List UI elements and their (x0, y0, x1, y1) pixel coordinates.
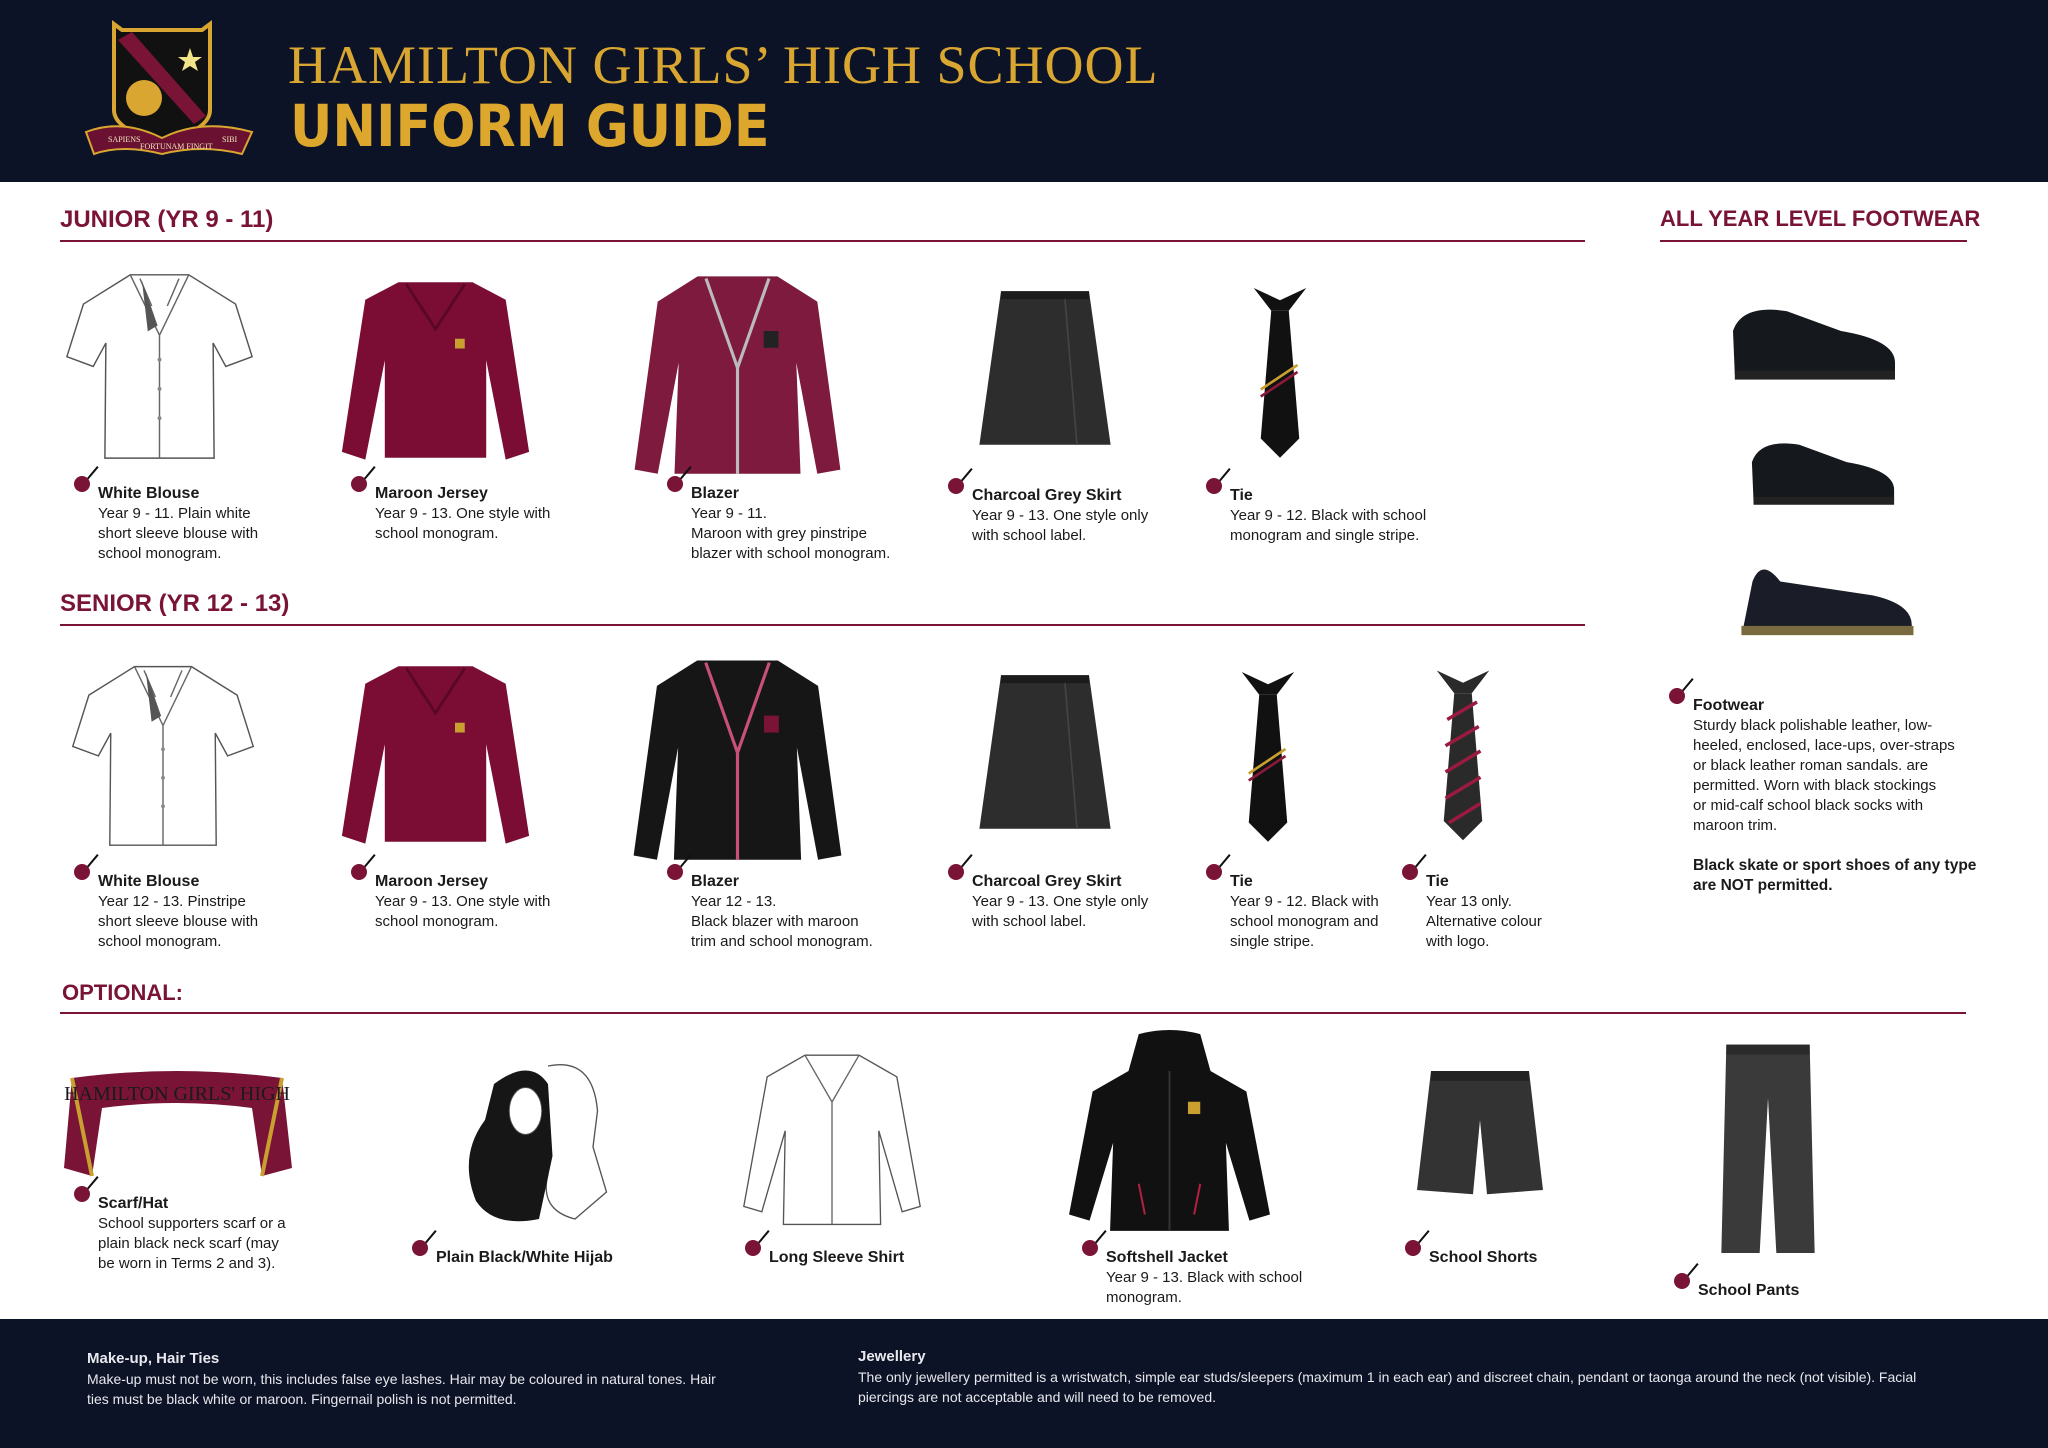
bullet-icon (351, 476, 367, 492)
pinstripe-blouse-image (68, 654, 258, 854)
maroon-jersey-image (338, 268, 533, 468)
optional-divider (60, 1012, 1966, 1014)
item-blazer: Blazer Year 9 - 11. Maroon with grey pinstripe blazer with school monogram. (691, 484, 941, 564)
skirt-image (965, 268, 1125, 468)
makeup-heading: Make-up, Hair Ties (87, 1350, 220, 1367)
optional-heading: OPTIONAL: (62, 980, 183, 1005)
hijab-image (440, 1038, 620, 1238)
junior-divider (60, 240, 1585, 242)
makeup-text: Make-up must not be worn, this includes false eye lashes. Hair may be coloured in natural tones. Hair ties must be black white or maroon. Fingernail polish is not permitted. (87, 1371, 716, 1407)
item-tie: Tie Year 9 - 12. Black with school monogram and single stripe. (1230, 486, 1480, 546)
junior-heading: JUNIOR (YR 9 - 11) (60, 206, 274, 233)
item-scarf-hat: Scarf/Hat School supporters scarf or a plain black neck scarf (may be worn in Terms 2 and 3). (98, 1194, 348, 1274)
item-school-pants: School Pants (1698, 1281, 1948, 1301)
year13-tie-image (1428, 652, 1498, 857)
school-shorts-image (1410, 1040, 1550, 1228)
footwear-divider (1660, 240, 1967, 242)
jewellery-text: The only jewellery permitted is a wristwatch, simple ear studs/sleepers (maximum 1 in each ear) and discreet chain, pendant or taonga around the neck (not visible). Facial piercings are not acceptable and will need to be removed. (858, 1369, 1917, 1405)
maroon-jersey-image (338, 652, 533, 852)
bullet-icon (1206, 864, 1222, 880)
jewellery-section (858, 1347, 1928, 1407)
tie-image (1233, 656, 1303, 856)
bullet-icon (745, 1240, 761, 1256)
black-blazer-image (615, 652, 860, 864)
bullet-icon (1402, 864, 1418, 880)
item-hijab: Plain Black/White Hijab (436, 1248, 686, 1268)
bullet-icon (74, 1186, 90, 1202)
bullet-icon (74, 476, 90, 492)
footer-rules (0, 1319, 2048, 1448)
bullet-icon (351, 864, 367, 880)
long-sleeve-shirt-image (712, 1048, 952, 1228)
bullet-icon (1206, 478, 1222, 494)
scarf-lettering: HAMILTON GIRLS' HIGH (64, 1083, 290, 1105)
header-banner (0, 0, 2048, 182)
bullet-icon (412, 1240, 428, 1256)
tie-image (1245, 272, 1315, 472)
item-year13-tie: Tie Year 13 only. Alternative colour with logo. (1426, 872, 1606, 952)
school-pants-image (1718, 1026, 1818, 1270)
jewellery-heading: Jewellery (858, 1348, 926, 1365)
senior-divider (60, 624, 1585, 626)
skirt-image (965, 652, 1125, 852)
item-white-blouse: White Blouse Year 12 - 13. Pinstripe short sleeve blouse with school monogram. (98, 872, 348, 952)
softshell-jacket-image (1062, 1030, 1277, 1235)
crest-motto-3: SIBI (222, 135, 238, 144)
footwear-info (1693, 696, 1983, 896)
guide-title: UNIFORM GUIDE (290, 92, 770, 160)
maroon-blazer-image (615, 268, 860, 478)
item-blazer: Blazer Year 12 - 13. Black blazer with maroon trim and school monogram. (691, 872, 941, 952)
senior-heading: SENIOR (YR 12 - 13) (60, 590, 290, 617)
crest-motto-2: FORTUNAM FINGIT (140, 142, 213, 151)
footwear-name: Footwear (1693, 697, 1765, 714)
sandal-image (1734, 550, 1919, 650)
item-skirt: Charcoal Grey Skirt Year 9 - 13. One style only with school label. (972, 872, 1222, 932)
bullet-icon (1674, 1273, 1690, 1289)
item-school-shorts: School Shorts (1429, 1248, 1679, 1268)
bullet-icon (667, 864, 683, 880)
bullet-icon (948, 478, 964, 494)
item-maroon-jersey: Maroon Jersey Year 9 - 13. One style with school monogram. (375, 872, 625, 932)
item-long-sleeve-shirt: Long Sleeve Shirt (769, 1248, 1019, 1268)
school-crest-logo (82, 20, 257, 158)
strap-shoe-image (1744, 420, 1902, 520)
item-tie: Tie Year 9 - 12. Black with school monogram and single stripe. (1230, 872, 1420, 952)
school-name: HAMILTON GIRLS’ HIGH SCHOOL (288, 35, 1159, 95)
item-maroon-jersey: Maroon Jersey Year 9 - 13. One style with school monogram. (375, 484, 625, 544)
scarf-image (62, 1068, 292, 1178)
footwear-warning: Black skate or sport shoes of any type are NOT permitted. (1693, 857, 1977, 894)
crest-motto-1: SAPIENS (108, 135, 141, 144)
bullet-icon (1082, 1240, 1098, 1256)
bullet-icon (74, 864, 90, 880)
item-skirt: Charcoal Grey Skirt Year 9 - 13. One style only with school label. (972, 486, 1222, 546)
bullet-icon (1669, 688, 1685, 704)
makeup-section (87, 1349, 727, 1409)
item-white-blouse: White Blouse Year 9 - 11. Plain white short sleeve blouse with school monogram. (98, 484, 348, 564)
item-softshell-jacket: Softshell Jacket Year 9 - 13. Black with school monogram. (1106, 1248, 1366, 1308)
bullet-icon (1405, 1240, 1421, 1256)
white-blouse-image (62, 262, 257, 467)
footwear-heading: ALL YEAR LEVEL FOOTWEAR (1660, 206, 1981, 231)
footwear-desc: Sturdy black polishable leather, low- heeled, enclosed, lace-ups, over-straps or black leather roman sandals. are permitted. Worn with black stockings or mid-calf school black socks with maroon trim. (1693, 717, 1955, 834)
bullet-icon (667, 476, 683, 492)
lace-up-shoe-image (1724, 290, 1904, 390)
bullet-icon (948, 864, 964, 880)
